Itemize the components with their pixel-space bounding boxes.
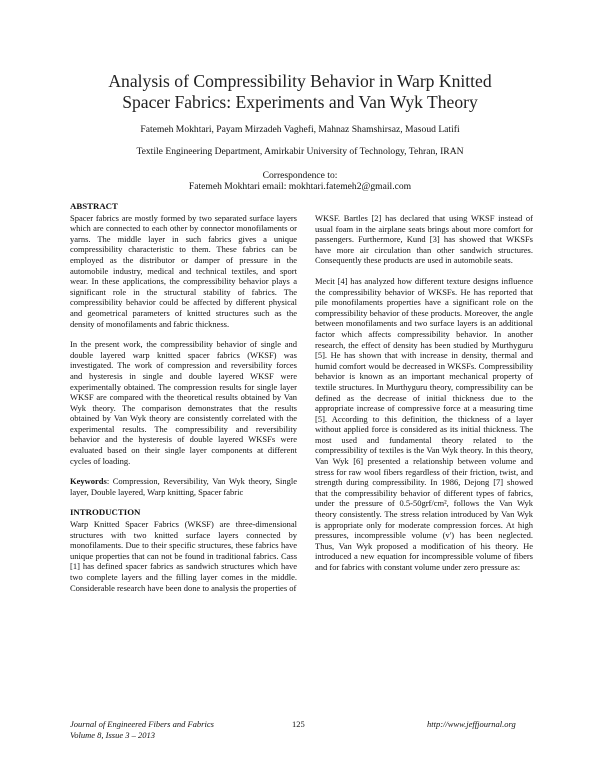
footer-url[interactable]: http://www.jeffjournal.org [427, 719, 516, 729]
title-line-2: Spacer Fabrics: Experiments and Van Wyk Theory [122, 92, 478, 112]
correspondence [40, 170, 560, 192]
keywords-text: : Compression, Reversibility, Van Wyk theory, Single layer, Double layered, Warp knitting, Spacer fabric [70, 476, 297, 497]
right-paragraph-1: WKSF. Bartles [2] has declared that using WKSF instead of usual foam in the airplane seats brings about more comfort for passengers. Furthermore, Kund [3] has showed that WKSFs have more air circulation than other sandwich structures. Consequently these products are used in automobile seats. [315, 213, 533, 266]
footer-volume: Volume 8, Issue 3 – 2013 [70, 729, 155, 740]
left-column [70, 201, 297, 593]
abstract-heading: ABSTRACT [70, 201, 118, 211]
page-number: 125 [292, 719, 305, 729]
introduction-heading: INTRODUCTION [70, 507, 141, 518]
correspondence-label: Correspondence to: [262, 170, 338, 181]
author-list: Fatemeh Mokhtari, Payam Mirzadeh Vaghefi, Mahnaz Shamshirsaz, Masoud Latifi [140, 124, 460, 135]
abstract-paragraph-1: Spacer fabrics are mostly formed by two separated surface layers which are connected to each other by connector monofilaments or yarns. The middle layer in such fabrics gives a unique compressibility characteristic to them. These fabrics can be employed as the distributor or damper of pressure in the automobile industry, medical and technical textiles, and sport wear. In these applications, the compressibility behavior plays a significant role in the structural stability of fabrics. The compressibility behavior could be affected by different physical and geometrical parameters of knitted structures such as the density of monofilaments and fabric thickness. [70, 212, 297, 329]
correspondence-email: Fatemeh Mokhtari email: mokhtari.fatemeh2@gmail.com [188, 181, 412, 192]
footer-journal-name: Journal of Engineered Fibers and Fabrics [70, 719, 214, 729]
introduction-paragraph-1: Warp Knitted Spacer Fabrics (WKSF) are three-dimensional structures with two knitted surface layers connected by monofilaments. Due to their specific structures, these fabrics have unique properties that can not be found in traditional fabrics. Cass [1] has defined spacer fabrics as sandwich structures which have two complete layers and the filling layer comes in the middle. Considerable research have been done to analysis the properties of [70, 519, 297, 593]
abstract-paragraph-2: In the present work, the compressibility behavior of single and double layered warp knitted spacer fabrics (WKSF) was investigated. The work of compression and reversibility forces and hysteresis in single and double layered WKSF were experimentally obtained. The compression results for single layer WKSF are compared with the theoretical results obtained by Van Wyk theory. The comparison demonstrates that the results obtained by Van Wyk theory are consistently correlated with the experimental results. The compressibility and reversibility behavior and the hysteresis of double layered WKSFs were evaluated based on their single layer components at different cycles of loading. [70, 339, 297, 466]
affiliation: Textile Engineering Department, Amirkabir University of Technology, Tehran, IRAN [136, 146, 464, 157]
paper-title [40, 71, 560, 113]
footer-journal [70, 719, 214, 740]
keywords [70, 476, 297, 497]
right-column [315, 213, 533, 573]
title-line-1: Analysis of Compressibility Behavior in Warp Knitted [108, 71, 492, 91]
keywords-label: Keywords [70, 476, 107, 487]
right-paragraph-2: Mecit [4] has analyzed how different texture designs influence the compressibility behavior of WKSFs. He has reported that pile monofilaments properties have a significant role on the compressibility behavior of these products. Moreover, the angle between monofilaments and two surface layers is an additional factor which affects compressibility behavior. In another research, the effect of density has been studied by Murthyguru [5]. He has shown that with increase in density, thermal and humid comfort would be decreased in WKSFs. Compressibility behavior is known as an important mechanical property of textile structures. In Murthyguru theory, compressibility can be defined as the decrease of initial thickness due to the appropriate increase of compressive force at a measuring time [5]. According to this definition, the thickness of a layer without applied force is considered as its initial thickness. The most used and fundamental theory related to the compressibility of textiles is the Van Wyk theory. In this theory, Van Wyk [6] presented a relationship between volume and stress for raw wool fibers regardless of their friction, twist, and strength during compressibility. In 1986, Dejong [7] showed that the compressibility behavior of different types of fabrics, under the pressure of 0.5-50grf/cm², follows the Van Wyk theory consistently. The stress relation introduced by Van Wyk is appropriate only for moderate compression forces. At high pressures, incompressible volume (v') has been neglected. Thus, Van Wyk proposed a modification of his theory. He introduced a new equation for incompressible volume of fibers and for fabrics with constant volume under zero pressure as: [315, 275, 533, 572]
